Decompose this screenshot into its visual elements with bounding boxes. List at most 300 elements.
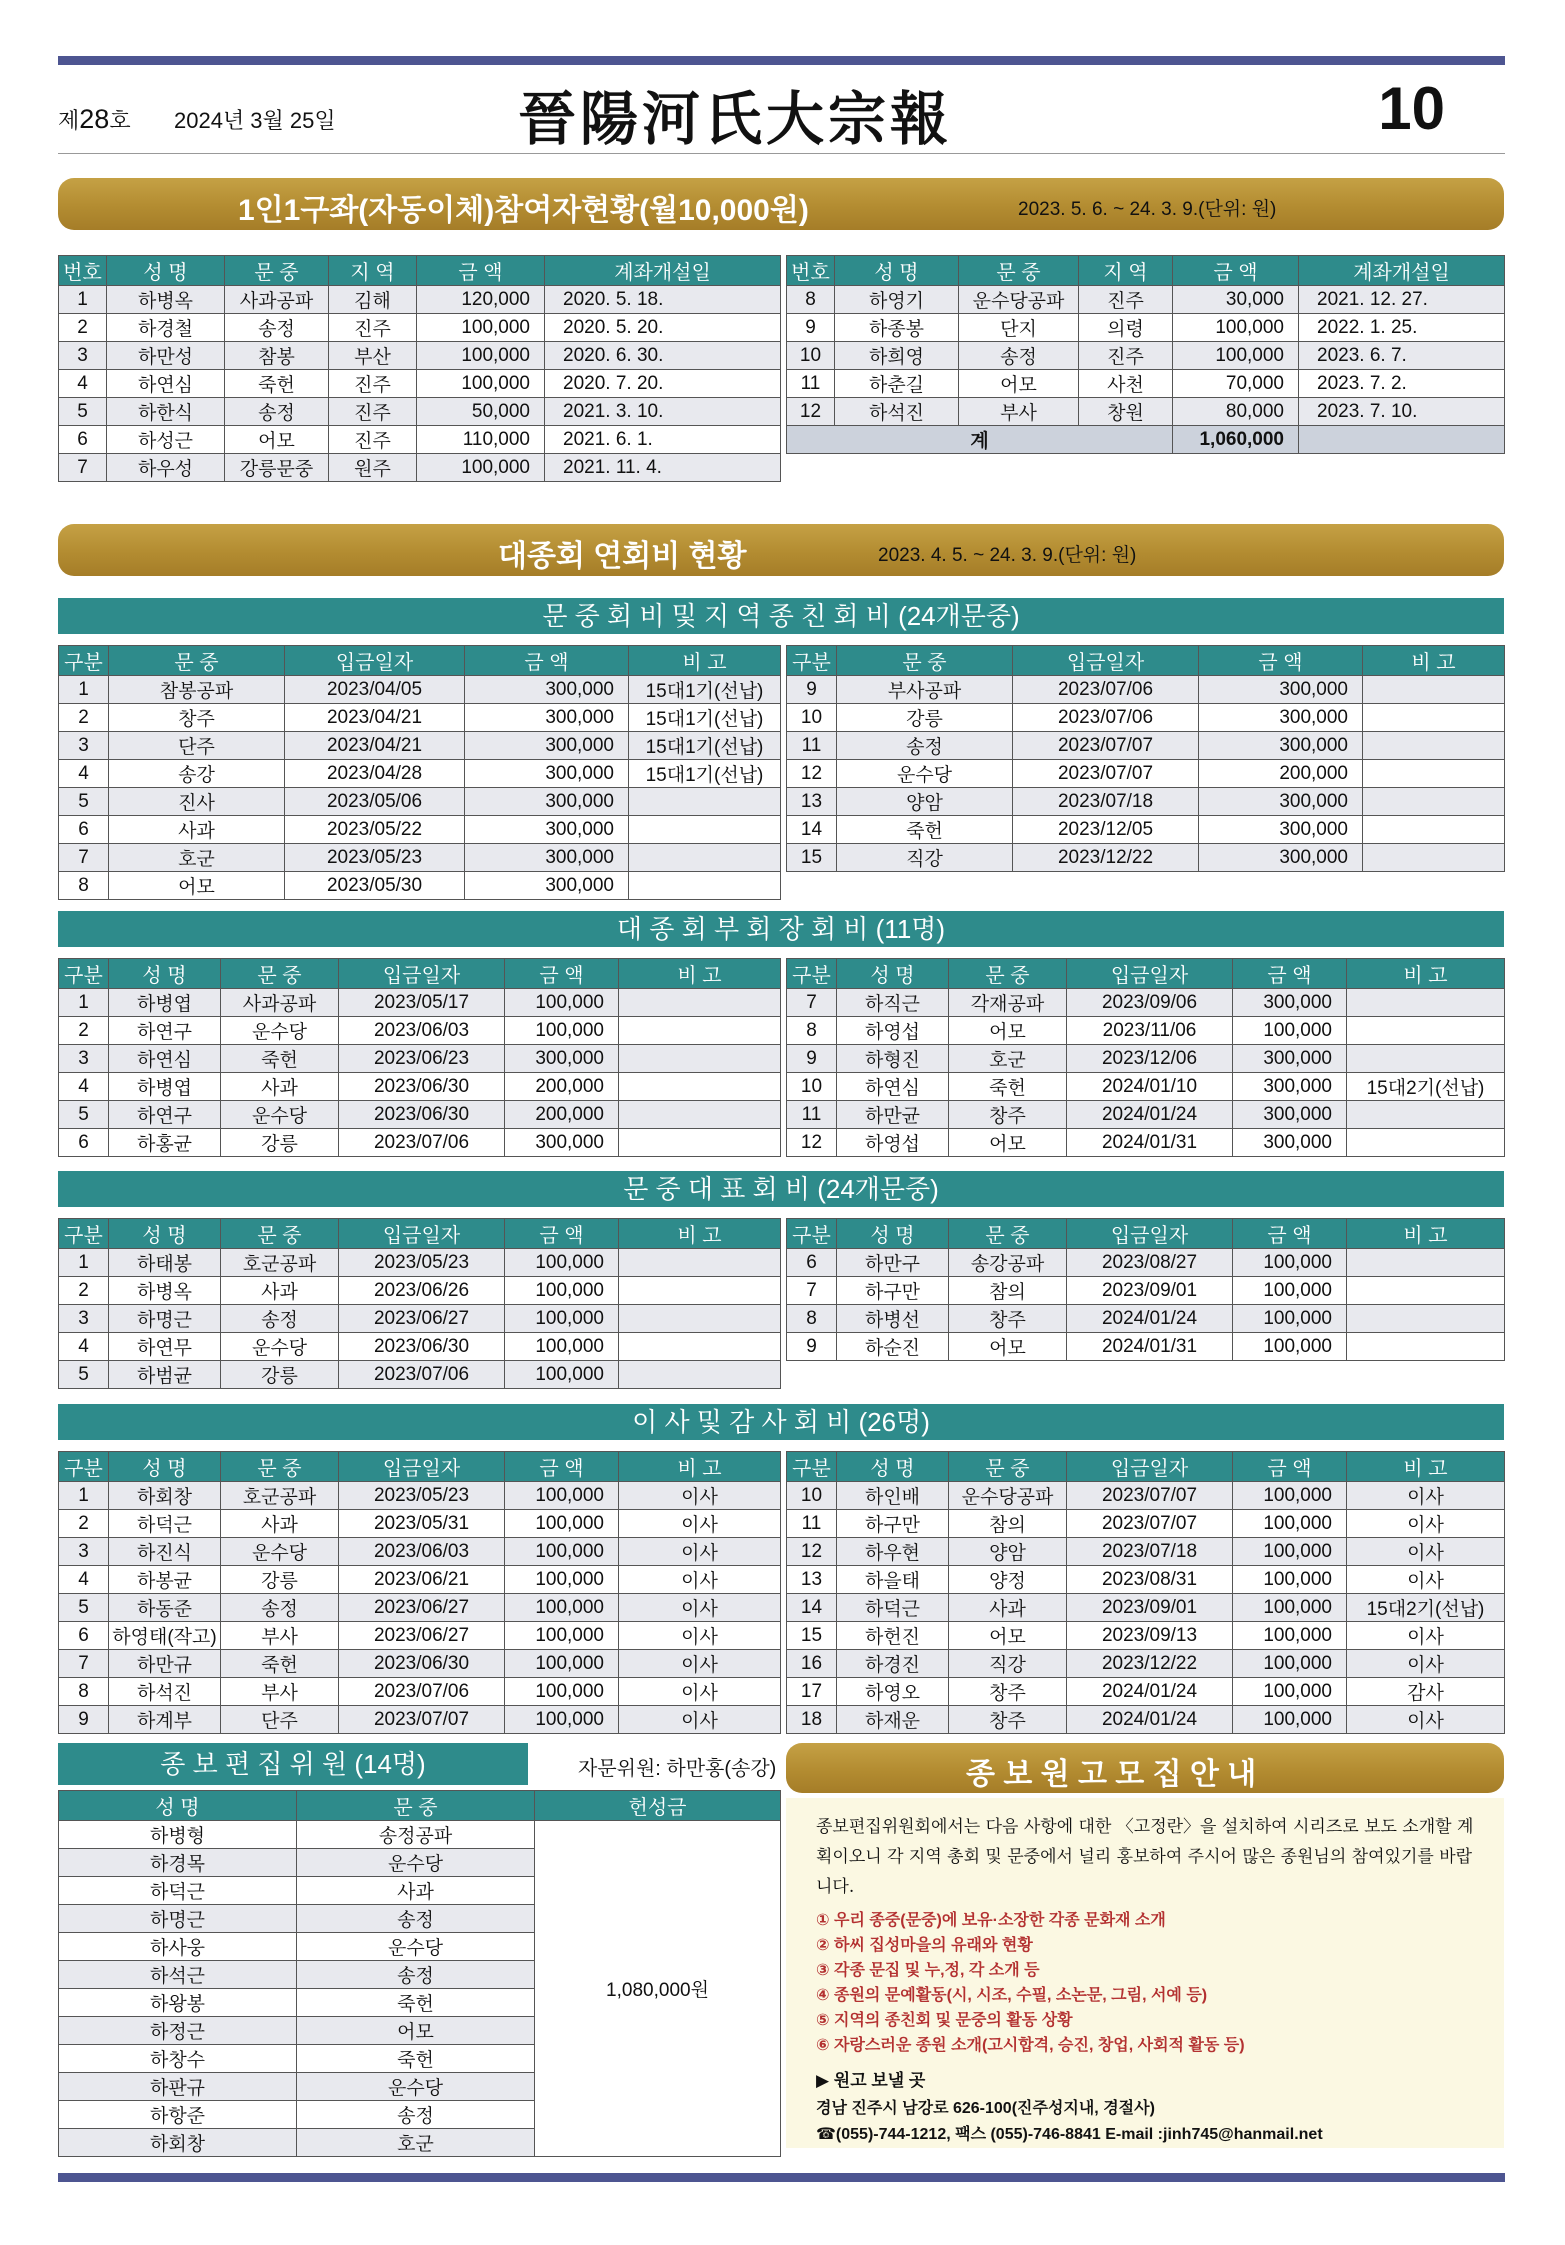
table-cell: 양암: [837, 788, 1013, 816]
table-cell: 8: [787, 1017, 837, 1045]
table-cell: 2023/07/06: [339, 1129, 505, 1157]
section-title-clan-fees: 문 중 회 비 및 지 역 종 친 회 비 (24개문중): [58, 598, 1504, 634]
column-header: 문 중: [959, 256, 1079, 286]
table-cell: 2023/12/05: [1013, 816, 1199, 844]
table-cell: 하연무: [109, 1333, 221, 1361]
member-name: 하석근: [59, 1961, 297, 1989]
table-cell: 3: [59, 1305, 109, 1333]
table-row: [59, 1510, 781, 1538]
table-cell: [1347, 989, 1505, 1017]
table-cell: 송정: [225, 314, 329, 342]
table-cell: 하계부: [109, 1706, 221, 1734]
table-cell: 참봉공파: [109, 676, 285, 704]
table-cell: 100,000: [505, 1594, 619, 1622]
table-cell: 어모: [949, 1017, 1067, 1045]
member-clan: 호군: [297, 2129, 535, 2157]
table-cell: 양암: [949, 1538, 1067, 1566]
table-cell: 3: [59, 732, 109, 760]
table-cell: 창주: [949, 1305, 1067, 1333]
column-header: 번호: [787, 256, 835, 286]
table-cell: 10: [787, 342, 835, 370]
table-cell: 2023/06/21: [339, 1566, 505, 1594]
table-cell: [619, 1129, 781, 1157]
table-row: [59, 370, 781, 398]
table-cell: 11: [787, 1510, 837, 1538]
table-cell: 100,000: [417, 370, 545, 398]
column-header: 문 중: [225, 256, 329, 286]
table-cell: 100,000: [1233, 1678, 1347, 1706]
member-name: 하경목: [59, 1849, 297, 1877]
table-cell: [629, 816, 781, 844]
table-cell: 이사: [619, 1622, 781, 1650]
table-cell: 200,000: [505, 1101, 619, 1129]
table-cell: 2023/06/03: [339, 1017, 505, 1045]
representative-table-right: [786, 1218, 1505, 1361]
table-cell: 15대2기(선납): [1347, 1594, 1505, 1622]
table-row: [787, 286, 1505, 314]
editorial-committee-header: [58, 1743, 780, 1785]
table-cell: 15대1기(선납): [629, 704, 781, 732]
table-cell: 창주: [949, 1101, 1067, 1129]
table-cell: 하동준: [109, 1594, 221, 1622]
table-row: [59, 989, 781, 1017]
table-cell: 2023/07/06: [339, 1361, 505, 1389]
table-row: [59, 1706, 781, 1734]
table-cell: 하순진: [837, 1333, 949, 1361]
table-cell: 운수당: [221, 1017, 339, 1045]
table-cell: 어모: [959, 370, 1079, 398]
table-cell: 300,000: [465, 676, 629, 704]
table-cell: [1363, 760, 1505, 788]
table-cell: 300,000: [1199, 676, 1363, 704]
table-cell: 창주: [109, 704, 285, 732]
table-cell: [1347, 1129, 1505, 1157]
table-cell: 하만구: [837, 1249, 949, 1277]
table-cell: 3: [59, 1045, 109, 1073]
column-header: 문 중: [949, 1452, 1067, 1482]
table-cell: 진주: [1079, 342, 1173, 370]
table-cell: 300,000: [465, 732, 629, 760]
table-cell: 진주: [1079, 286, 1173, 314]
table-cell: 2023/08/27: [1067, 1249, 1233, 1277]
table-row: [59, 1333, 781, 1361]
table-cell: 12: [787, 760, 837, 788]
table-cell: 감사: [1347, 1678, 1505, 1706]
column-header: 문 중: [297, 1791, 535, 1821]
table-row: [787, 1017, 1505, 1045]
director-table-right: [786, 1451, 1505, 1734]
table-cell: 300,000: [1199, 732, 1363, 760]
table-cell: 창주: [949, 1706, 1067, 1734]
table-cell: 양정: [949, 1566, 1067, 1594]
notice-item: ② 하씨 집성마을의 유래와 현황: [816, 1937, 1033, 1954]
table-cell: 하석진: [109, 1678, 221, 1706]
table-row: [59, 1277, 781, 1305]
table-cell: 2024/01/24: [1067, 1706, 1233, 1734]
table-cell: 9: [787, 676, 837, 704]
column-header: 계좌개설일: [1299, 256, 1505, 286]
table-cell: 300,000: [465, 704, 629, 732]
table-row: [59, 1482, 781, 1510]
table-cell: 100,000: [505, 1361, 619, 1389]
table-cell: [1347, 1101, 1505, 1129]
table-cell: 12: [787, 1538, 837, 1566]
table-row: [59, 732, 781, 760]
table-cell: 100,000: [1233, 1017, 1347, 1045]
table-cell: 100,000: [417, 454, 545, 482]
table-cell: 12: [787, 398, 835, 426]
table-cell: 이사: [619, 1678, 781, 1706]
table-cell: 8: [59, 1678, 109, 1706]
table-cell: 1: [59, 676, 109, 704]
table-cell: 2023/05/06: [285, 788, 465, 816]
table-cell: 15대1기(선납): [629, 676, 781, 704]
column-header: 구분: [787, 646, 837, 676]
table-cell: [619, 1361, 781, 1389]
column-header: 비 고: [1347, 1219, 1505, 1249]
table-cell: 어모: [109, 872, 285, 900]
table-cell: 하춘길: [835, 370, 959, 398]
table-cell: 3: [59, 1538, 109, 1566]
table-cell: 하덕근: [837, 1594, 949, 1622]
newspaper-title: 晉陽河氏大宗報: [518, 85, 953, 153]
table-cell: 17: [787, 1678, 837, 1706]
member-clan: 어모: [297, 2017, 535, 2045]
table-cell: 6: [59, 816, 109, 844]
table-row: [59, 1249, 781, 1277]
table-cell: 이사: [619, 1706, 781, 1734]
table-cell: 사과: [221, 1073, 339, 1101]
table-row: [787, 1706, 1505, 1734]
table-cell: 하형진: [837, 1045, 949, 1073]
banner-auto-transfer: [58, 178, 1504, 230]
column-header: 구분: [787, 1452, 837, 1482]
table-cell: [629, 844, 781, 872]
table-cell: 하병옥: [107, 286, 225, 314]
table-cell: 9: [787, 1045, 837, 1073]
column-header: 지 역: [1079, 256, 1173, 286]
table-cell: 2020. 6. 30.: [545, 342, 781, 370]
table-cell: 7: [787, 1277, 837, 1305]
table-cell: 하태봉: [109, 1249, 221, 1277]
table-cell: 2023/05/31: [339, 1510, 505, 1538]
table-cell: 진사: [109, 788, 285, 816]
table-row: [59, 788, 781, 816]
table-cell: 300,000: [505, 1045, 619, 1073]
table-cell: 2021. 6. 1.: [545, 426, 781, 454]
table-cell: 2023/07/06: [1013, 676, 1199, 704]
table-cell: 300,000: [1199, 788, 1363, 816]
column-header: 비 고: [1347, 1452, 1505, 1482]
table-row: [787, 1650, 1505, 1678]
table-cell: 하영태(작고): [109, 1622, 221, 1650]
table-cell: 2023/07/06: [339, 1678, 505, 1706]
table-header-row: [787, 1219, 1505, 1249]
table-row: [59, 1101, 781, 1129]
table-cell: 이사: [1347, 1566, 1505, 1594]
table-cell: 어모: [949, 1333, 1067, 1361]
table-cell: 송강공파: [949, 1249, 1067, 1277]
table-cell: 송강: [109, 760, 285, 788]
table-cell: 2023/06/30: [339, 1333, 505, 1361]
table-cell: 하연구: [109, 1101, 221, 1129]
table-cell: 15: [787, 1622, 837, 1650]
table-row: [787, 1073, 1505, 1101]
table-cell: 13: [787, 788, 837, 816]
auto-transfer-table-right: [786, 255, 1505, 454]
issue-number: 제28호: [58, 104, 131, 134]
table-cell: 2023. 7. 10.: [1299, 398, 1505, 426]
table-cell: 이사: [619, 1482, 781, 1510]
column-header: 금 액: [1233, 959, 1347, 989]
table-row: [59, 1045, 781, 1073]
column-header: 비 고: [1347, 959, 1505, 989]
table-cell: 직강: [837, 844, 1013, 872]
editorial-committee-title: 종 보 편 집 위 원 (14명): [58, 1743, 528, 1785]
column-header: 입금일자: [339, 959, 505, 989]
table-row: [787, 1277, 1505, 1305]
column-header: 구분: [787, 959, 837, 989]
table-cell: 2023/09/01: [1067, 1594, 1233, 1622]
table-row: [787, 1594, 1505, 1622]
table-cell: [1363, 676, 1505, 704]
table-cell: 참의: [949, 1277, 1067, 1305]
table-cell: 300,000: [465, 872, 629, 900]
notice-intro: 종보편집위원회에서는 다음 사항에 대한 〈고정란〉을 설치하여 시리즈로 보도 소개할 계획이오니 각 지역 총회 및 문중에서 널리 홍보하여 주시어 많은 종원님의 참여있기를 바랍니다.: [816, 1817, 1474, 1897]
column-header: 금 액: [505, 959, 619, 989]
column-header: 비 고: [619, 959, 781, 989]
issue-date: 2024년 3월 25일: [174, 108, 336, 133]
total-empty: [1299, 426, 1505, 454]
table-cell: 2023/09/13: [1067, 1622, 1233, 1650]
column-header: 입금일자: [285, 646, 465, 676]
column-header: 금 액: [505, 1452, 619, 1482]
table-cell: [619, 1333, 781, 1361]
table-cell: 죽헌: [225, 370, 329, 398]
table-cell: 죽헌: [221, 1045, 339, 1073]
table-cell: 2023/07/07: [1013, 760, 1199, 788]
table-cell: 10: [787, 704, 837, 732]
table-cell: 하성근: [107, 426, 225, 454]
column-header: 금 액: [1233, 1452, 1347, 1482]
table-row: [787, 1129, 1505, 1157]
table-row: [59, 398, 781, 426]
table-row: [787, 816, 1505, 844]
table-row: [787, 314, 1505, 342]
table-cell: 2023/04/05: [285, 676, 465, 704]
table-cell: 진주: [329, 426, 417, 454]
table-row: [787, 342, 1505, 370]
table-row: [787, 760, 1505, 788]
table-cell: 100,000: [505, 1333, 619, 1361]
notice-item: ① 우리 종중(문중)에 보유·소장한 각종 문화재 소개: [816, 1912, 1166, 1929]
table-row: [787, 989, 1505, 1017]
table-cell: 2023/04/21: [285, 732, 465, 760]
total-row: [787, 426, 1505, 454]
column-header: 문 중: [221, 1452, 339, 1482]
table-cell: 2023/05/23: [339, 1482, 505, 1510]
table-row: [787, 1249, 1505, 1277]
table-cell: [1347, 1045, 1505, 1073]
member-clan: 사과: [297, 1877, 535, 1905]
table-cell: 하병엽: [109, 1073, 221, 1101]
table-cell: [1363, 732, 1505, 760]
member-clan: 죽헌: [297, 2045, 535, 2073]
table-header-row: [787, 1452, 1505, 1482]
column-header: 성 명: [835, 256, 959, 286]
table-cell: 하병옥: [109, 1277, 221, 1305]
table-cell: 2023/05/23: [339, 1249, 505, 1277]
table-cell: 진주: [329, 314, 417, 342]
banner-subtitle: 2023. 4. 5. ~ 24. 3. 9.(단위: 원): [878, 545, 1137, 566]
table-cell: 200,000: [505, 1073, 619, 1101]
column-header: 비 고: [1363, 646, 1505, 676]
table-cell: 5: [59, 398, 107, 426]
table-cell: 9: [59, 1706, 109, 1734]
column-header: 입금일자: [1067, 959, 1233, 989]
table-row: [787, 1333, 1505, 1361]
table-cell: 2023/05/30: [285, 872, 465, 900]
table-cell: 1: [59, 286, 107, 314]
table-row: [787, 1101, 1505, 1129]
table-cell: 죽헌: [221, 1650, 339, 1678]
table-cell: 이사: [1347, 1538, 1505, 1566]
table-cell: 1: [59, 989, 109, 1017]
table-cell: 6: [787, 1249, 837, 1277]
table-cell: 6: [59, 1129, 109, 1157]
member-name: 하항준: [59, 2101, 297, 2129]
table-header-row: [59, 646, 781, 676]
table-cell: 100,000: [1233, 1510, 1347, 1538]
table-header-row: [59, 256, 781, 286]
member-clan: 송정: [297, 1905, 535, 1933]
section-title-director-fees: 이 사 및 감 사 회 비 (26명): [58, 1404, 1504, 1440]
table-cell: 100,000: [1233, 1566, 1347, 1594]
table-cell: 1: [59, 1249, 109, 1277]
column-header: 입금일자: [339, 1452, 505, 1482]
table-cell: 100,000: [505, 1277, 619, 1305]
table-cell: 강릉: [837, 704, 1013, 732]
advisor: 자문위원: 하만홍(송강): [578, 1758, 777, 1780]
column-header: 구분: [59, 959, 109, 989]
vice-president-table-left: [58, 958, 781, 1157]
table-cell: 이사: [1347, 1510, 1505, 1538]
table-cell: 하우현: [837, 1538, 949, 1566]
column-header: 문 중: [221, 1219, 339, 1249]
table-cell: [1347, 1249, 1505, 1277]
table-cell: 15: [787, 844, 837, 872]
table-cell: 2023/06/26: [339, 1277, 505, 1305]
table-row: [59, 1017, 781, 1045]
table-cell: 100,000: [1233, 1305, 1347, 1333]
member-clan: 운수당: [297, 1933, 535, 1961]
table-row: [59, 844, 781, 872]
table-cell: 2023/07/18: [1067, 1538, 1233, 1566]
table-cell: [1363, 844, 1505, 872]
member-name: 하명근: [59, 1905, 297, 1933]
table-cell: 100,000: [505, 989, 619, 1017]
table-cell: 2023/06/27: [339, 1594, 505, 1622]
column-header: 금 액: [1173, 256, 1299, 286]
table-cell: 2023/06/30: [339, 1650, 505, 1678]
table-cell: 부사: [221, 1622, 339, 1650]
table-cell: 30,000: [1173, 286, 1299, 314]
table-cell: 7: [59, 1650, 109, 1678]
table-row: [787, 398, 1505, 426]
table-cell: 7: [59, 454, 107, 482]
table-cell: 300,000: [1233, 1073, 1347, 1101]
table-cell: 70,000: [1173, 370, 1299, 398]
table-cell: 하구만: [837, 1510, 949, 1538]
table-cell: 운수당: [221, 1538, 339, 1566]
table-cell: 호군: [109, 844, 285, 872]
table-cell: 호군: [949, 1045, 1067, 1073]
table-cell: 강릉: [221, 1129, 339, 1157]
table-cell: 110,000: [417, 426, 545, 454]
table-cell: 8: [59, 872, 109, 900]
table-cell: 하연심: [837, 1073, 949, 1101]
column-header: 헌성금: [535, 1791, 781, 1821]
table-cell: 14: [787, 816, 837, 844]
table-cell: 300,000: [465, 844, 629, 872]
table-cell: 100,000: [505, 1678, 619, 1706]
banner-manuscript-notice: [786, 1743, 1504, 1793]
table-cell: 하인배: [837, 1482, 949, 1510]
table-cell: 2: [59, 1277, 109, 1305]
table-row: [59, 816, 781, 844]
table-cell: 10: [787, 1073, 837, 1101]
table-cell: 각재공파: [949, 989, 1067, 1017]
table-cell: 3: [59, 342, 107, 370]
manuscript-notice-box: [786, 1798, 1504, 2148]
table-cell: 2022. 1. 25.: [1299, 314, 1505, 342]
table-row: [787, 1305, 1505, 1333]
table-cell: 이사: [1347, 1706, 1505, 1734]
table-cell: 100,000: [1233, 1622, 1347, 1650]
table-cell: 사과: [949, 1594, 1067, 1622]
table-cell: 4: [59, 1333, 109, 1361]
column-header: 금 액: [1199, 646, 1363, 676]
table-row: [787, 1045, 1505, 1073]
table-row: [787, 1482, 1505, 1510]
table-cell: 100,000: [505, 1706, 619, 1734]
table-row: [59, 1073, 781, 1101]
table-header-row: [59, 1452, 781, 1482]
table-cell: 어모: [949, 1622, 1067, 1650]
table-cell: 120,000: [417, 286, 545, 314]
total-value: 1,060,000: [1173, 426, 1299, 454]
column-header: 금 액: [465, 646, 629, 676]
table-cell: 사과: [221, 1277, 339, 1305]
column-header: 성 명: [837, 959, 949, 989]
table-cell: 14: [787, 1594, 837, 1622]
table-header-row: [59, 1791, 781, 1821]
table-cell: 사과: [109, 816, 285, 844]
column-header: 성 명: [109, 1219, 221, 1249]
table-cell: 300,000: [1233, 1101, 1347, 1129]
column-header: 입금일자: [1067, 1219, 1233, 1249]
table-cell: 사천: [1079, 370, 1173, 398]
page-number: 10: [1378, 75, 1445, 142]
table-cell: 운수당: [837, 760, 1013, 788]
table-cell: 이사: [1347, 1482, 1505, 1510]
send-address: 경남 진주시 남강로 626-100(진주성지내, 경절사): [816, 2100, 1155, 2117]
table-cell: 하희영: [835, 342, 959, 370]
table-cell: 2023/06/30: [339, 1073, 505, 1101]
table-cell: [1347, 1277, 1505, 1305]
member-name: 하창수: [59, 2045, 297, 2073]
table-cell: 하회창: [109, 1482, 221, 1510]
